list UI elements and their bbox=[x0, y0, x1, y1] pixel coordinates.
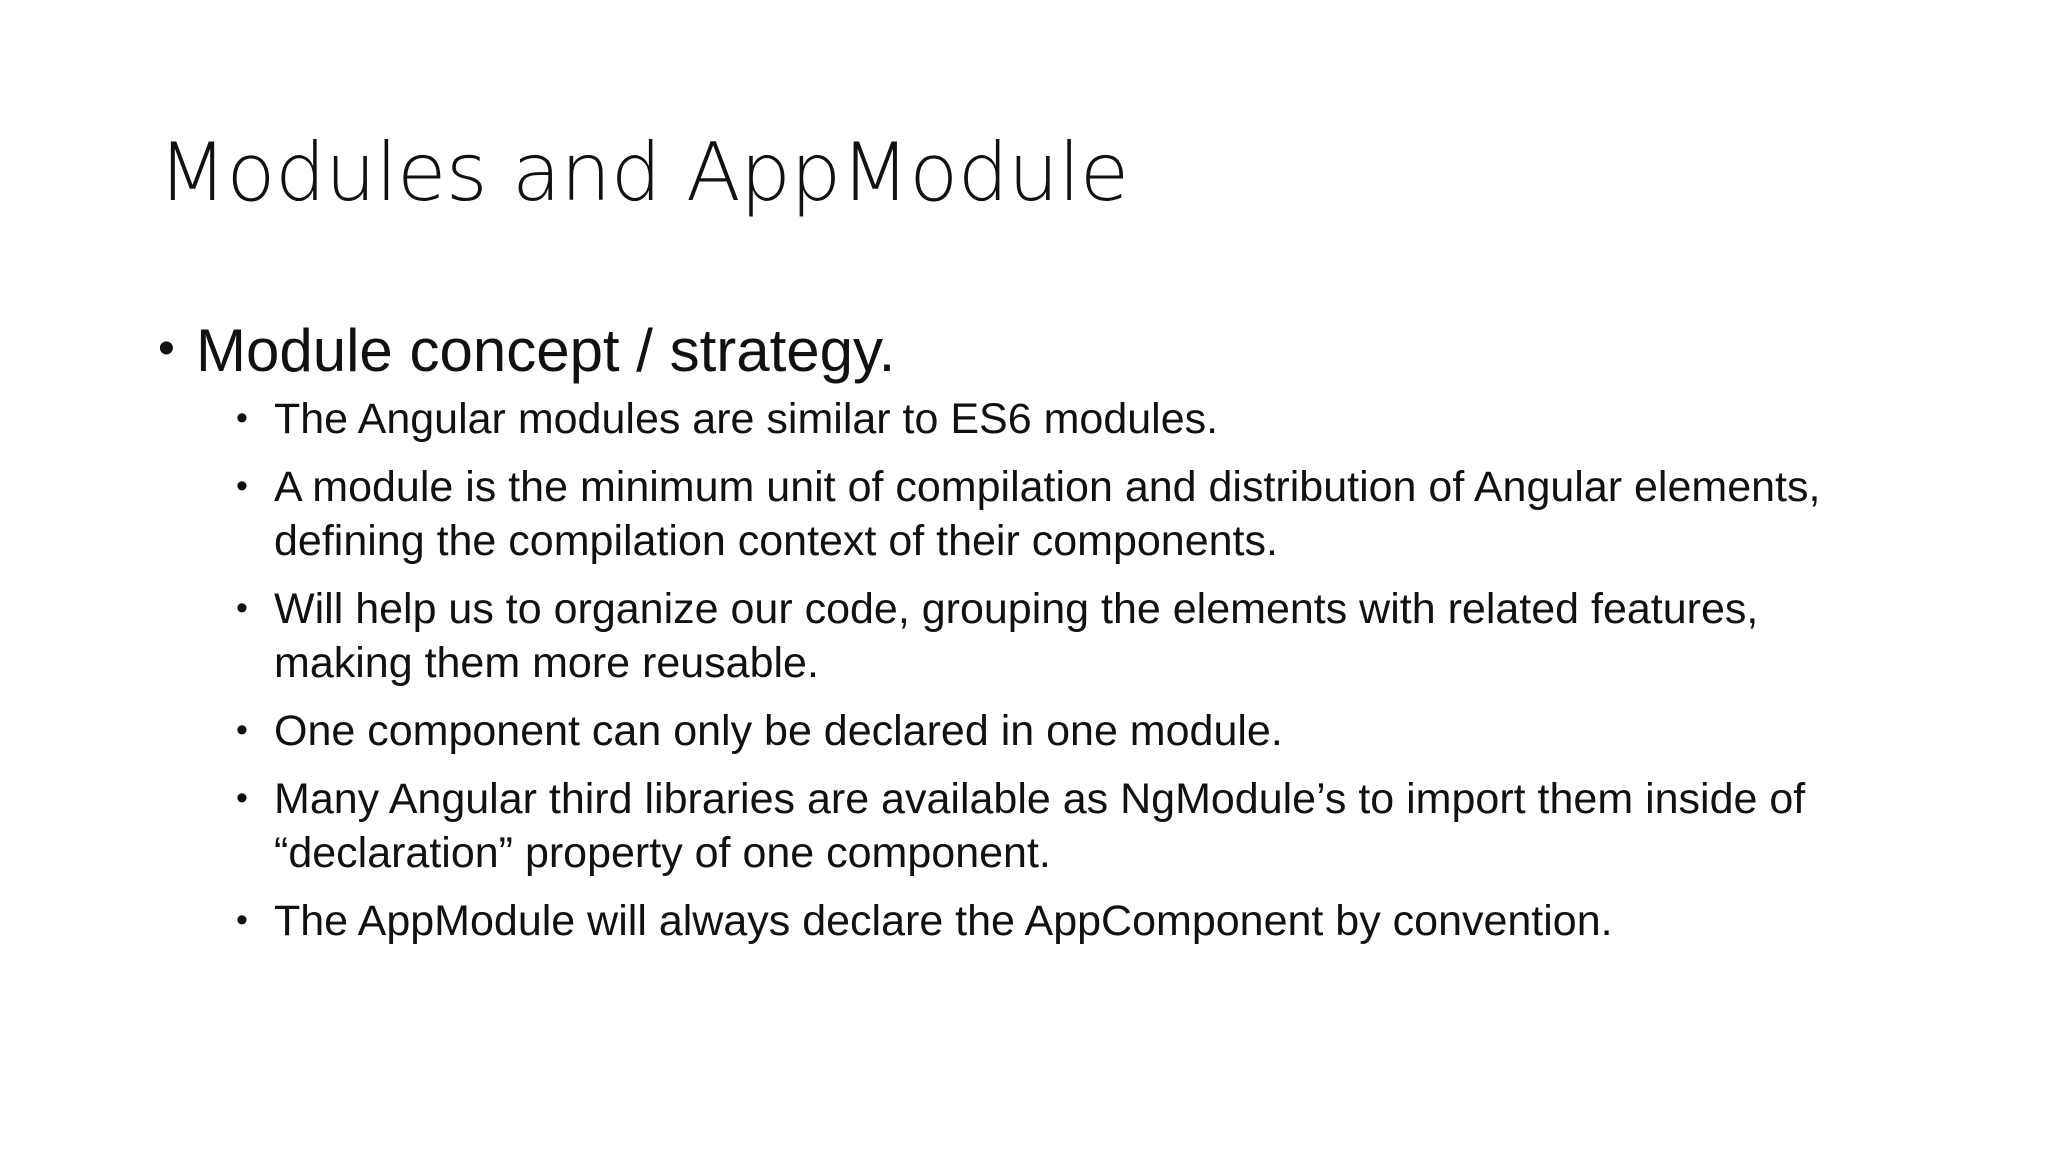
sub-point-text: The Angular modules are similar to ES6 modules. bbox=[274, 395, 1219, 443]
bullet-icon: • bbox=[158, 322, 175, 375]
bullet-icon: • bbox=[236, 467, 248, 505]
sub-bullet-item bbox=[236, 460, 1834, 568]
bullet-icon: • bbox=[236, 589, 248, 627]
sub-bullet-item bbox=[236, 894, 1834, 948]
sub-point-text: One component can only be declared in one module. bbox=[274, 707, 1283, 755]
sub-bullet-item bbox=[236, 704, 1834, 758]
bullet-icon: • bbox=[236, 399, 248, 437]
sub-bullet-item bbox=[236, 772, 1834, 880]
bullet-icon: • bbox=[236, 711, 248, 749]
sub-bullet-item bbox=[236, 582, 1834, 690]
sub-point-text: The AppModule will always declare the AppComponent by convention. bbox=[274, 897, 1613, 945]
main-point-text: Module concept / strategy. bbox=[196, 317, 896, 384]
bullet-icon: • bbox=[236, 901, 248, 939]
sub-bullet-item bbox=[236, 392, 1834, 446]
main-bullet-point bbox=[158, 312, 1948, 390]
slide-title: Modules and AppModule bbox=[158, 126, 1129, 219]
sub-point-text: Many Angular third libraries are available as NgModule’s to import them inside of “declaration” property of one component. bbox=[274, 775, 1806, 877]
sub-bullet-list bbox=[236, 392, 1948, 948]
sub-point-text: A module is the minimum unit of compilation and distribution of Angular elements, defining the compilation context of their components. bbox=[274, 463, 1821, 565]
bullet-icon: • bbox=[236, 779, 248, 817]
slide-content bbox=[158, 312, 1948, 962]
sub-point-text: Will help us to organize our code, grouping the elements with related features, making them more reusable. bbox=[274, 585, 1759, 687]
